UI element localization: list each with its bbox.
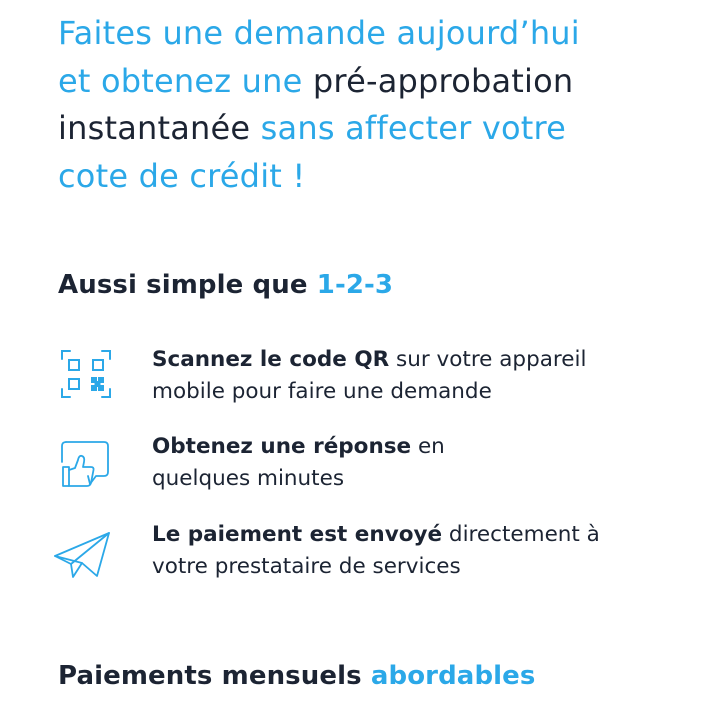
step-answer-rest1: en: [411, 434, 445, 459]
simple-title-prefix: Aussi simple que: [58, 270, 308, 300]
step-scan-rest1: sur votre appareil: [389, 347, 587, 372]
headline: [58, 10, 658, 200]
headline-part3: pré-approbation: [312, 61, 574, 100]
headline-part6: cote de crédit !: [58, 156, 306, 195]
qr-code-icon: [60, 349, 112, 399]
thumbs-up-chat-icon: [60, 440, 112, 490]
paper-plane-icon: [53, 530, 111, 580]
simple-title-highlight: 1-2-3: [316, 270, 394, 300]
payments-title-highlight: abordables: [370, 661, 536, 691]
simple-section-title: [58, 270, 393, 300]
step-payment-bold: Le paiement est envoyé: [152, 522, 443, 547]
step-answer-rest2: quelques minutes: [152, 466, 345, 491]
step-answer: [152, 431, 642, 495]
payments-section-title: [58, 661, 535, 691]
step-scan-rest2: mobile pour faire une demande: [152, 379, 492, 404]
headline-part5: sans affecter votre: [260, 109, 567, 147]
headline-part2: et obtenez une: [58, 61, 303, 100]
step-payment-rest2: votre prestataire de services: [152, 554, 461, 579]
headline-part4: instantanée: [58, 109, 251, 147]
step-scan-bold: Scannez le code QR: [152, 347, 390, 372]
step-answer-bold: Obtenez une réponse: [152, 434, 412, 459]
payments-title-prefix: Paiements mensuels: [58, 661, 362, 691]
step-payment: [152, 519, 642, 583]
step-scan: [152, 344, 642, 408]
headline-part1: Faites une demande aujourd’hui: [58, 14, 580, 52]
step-payment-rest1: directement à: [442, 522, 600, 547]
